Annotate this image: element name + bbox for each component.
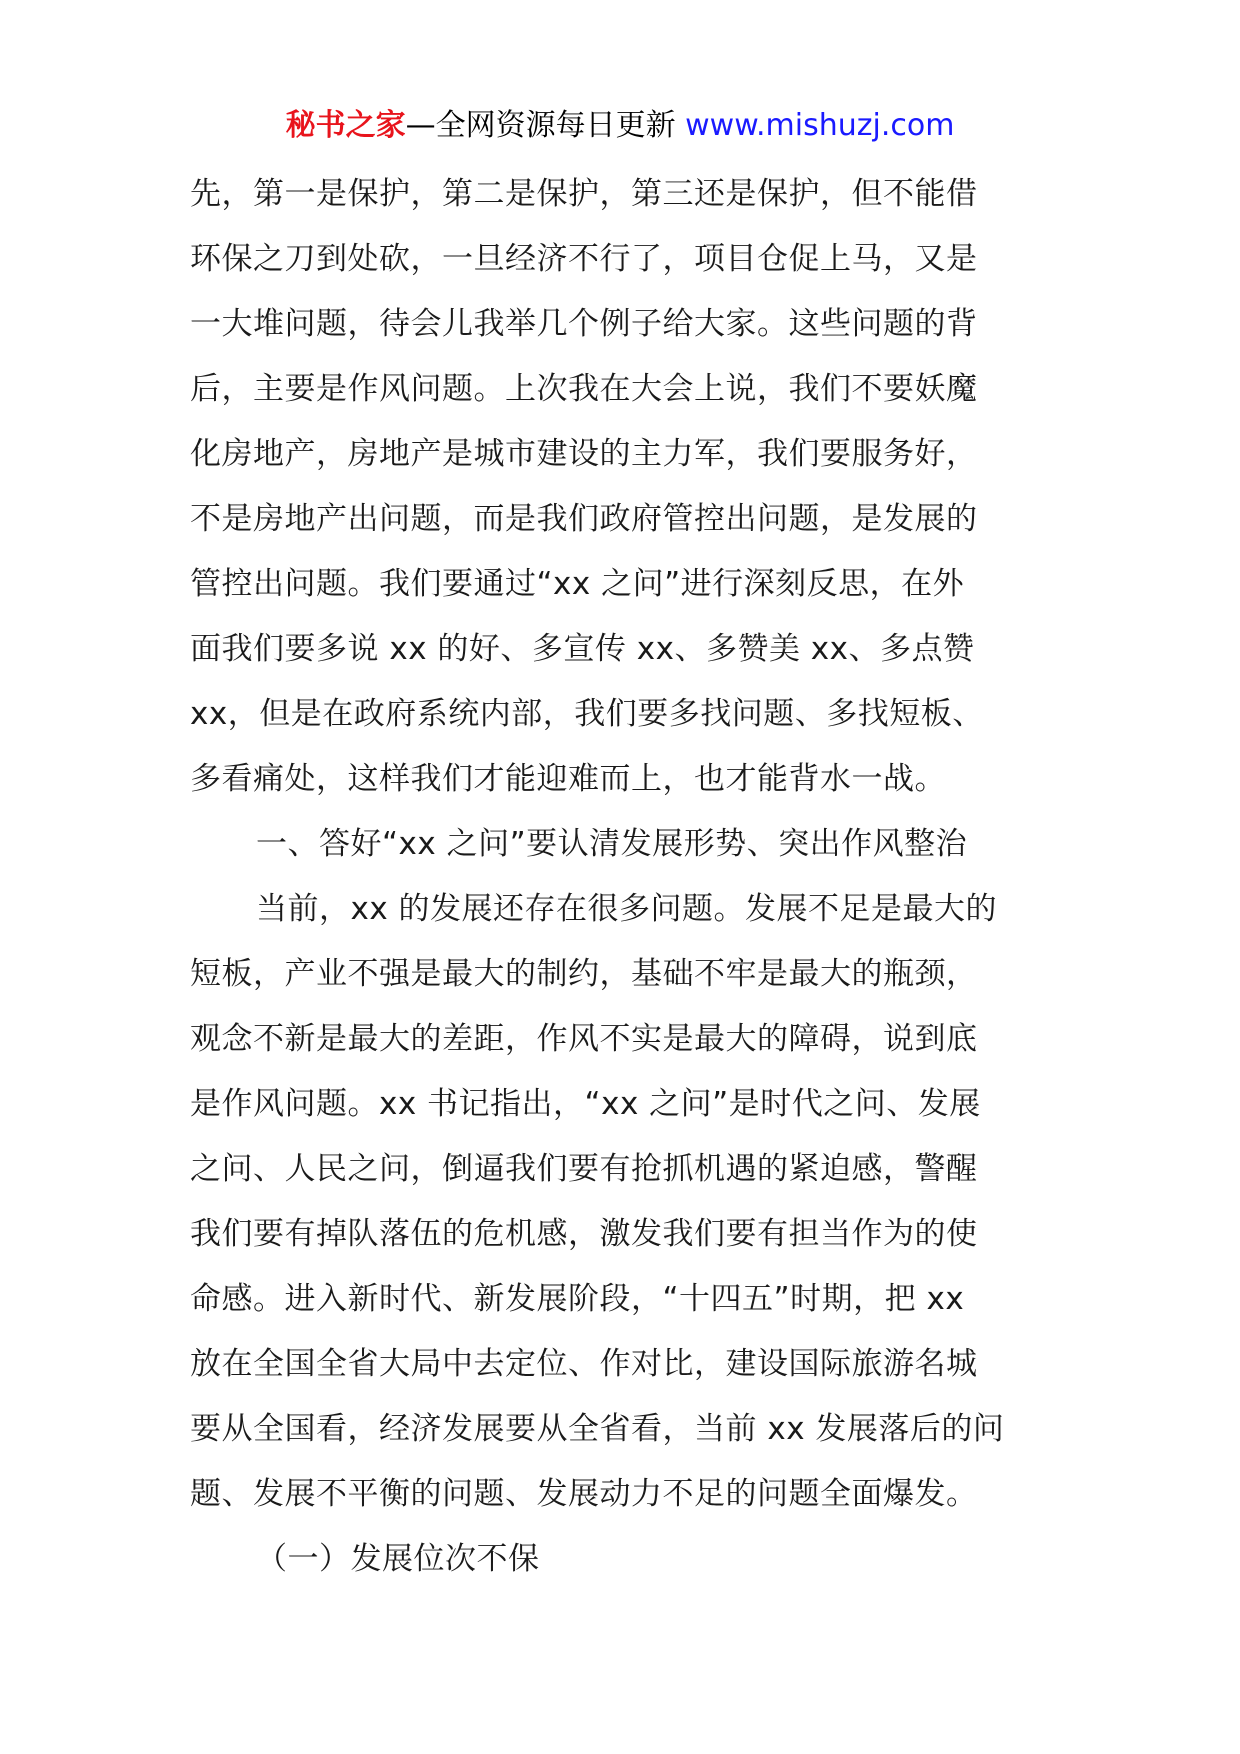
paragraph-line: 之问、人民之问，倒逼我们要有抢抓机遇的紧迫感，警醒 xyxy=(190,1151,978,1187)
section-heading: 一、答好“xx 之问”要认清发展形势、突出作风整治 xyxy=(256,826,968,862)
paragraph-line: 先，第一是保护，第二是保护，第三还是保护，但不能借 xyxy=(190,176,978,212)
paragraph-line: 当前，xx 的发展还存在很多问题。发展不足是最大的 xyxy=(256,891,998,927)
paragraph-line: 要从全国看，经济发展要从全省看，当前 xx 发展落后的问 xyxy=(190,1411,1005,1447)
paragraph-line: 化房地产，房地产是城市建设的主力军，我们要服务好， xyxy=(190,436,978,472)
document-body xyxy=(190,162,1060,1592)
paragraph-line: 我们要有掉队落伍的危机感，激发我们要有担当作为的使 xyxy=(190,1216,978,1252)
paragraph-line: 多看痛处，这样我们才能迎难而上，也才能背水一战。 xyxy=(190,761,946,797)
paragraph-line: 一大堆问题，待会儿我举几个例子给大家。这些问题的背 xyxy=(190,306,978,342)
paragraph-line: 面我们要多说 xx 的好、多宣传 xx、多赞美 xx、多点赞 xyxy=(190,631,975,667)
paragraph-line: 管控出问题。我们要通过“xx 之问”进行深刻反思，在外 xyxy=(190,566,965,602)
paragraph-line: xx，但是在政府系统内部，我们要多找问题、多找短板、 xyxy=(190,696,984,732)
paragraph-line: 题、发展不平衡的问题、发展动力不足的问题全面爆发。 xyxy=(190,1476,978,1512)
paragraph-line: 不是房地产出问题，而是我们政府管控出问题，是发展的 xyxy=(190,501,978,537)
paragraph-line: 观念不新是最大的差距，作风不实是最大的障碍，说到底 xyxy=(190,1021,978,1057)
paragraph-line: 后，主要是作风问题。上次我在大会上说，我们不要妖魔 xyxy=(190,371,978,407)
subsection-heading: （一）发展位次不保 xyxy=(256,1541,540,1577)
site-tagline: —全网资源每日更新 xyxy=(405,108,686,143)
site-url: www.mishuzj.com xyxy=(685,108,955,143)
page-header xyxy=(0,96,1240,156)
paragraph-line: 环保之刀到处砍，一旦经济不行了，项目仓促上马，又是 xyxy=(190,241,978,277)
paragraph-line: 短板，产业不强是最大的制约，基础不牢是最大的瓶颈， xyxy=(190,956,978,992)
paragraph-line: 命感。进入新时代、新发展阶段，“十四五”时期，把 xx xyxy=(190,1281,965,1317)
paragraph-line: 是作风问题。xx 书记指出，“xx 之问”是时代之问、发展 xyxy=(190,1086,981,1122)
site-brand: 秘书之家 xyxy=(285,108,406,143)
paragraph-line: 放在全国全省大局中去定位、作对比，建设国际旅游名城 xyxy=(190,1346,978,1382)
